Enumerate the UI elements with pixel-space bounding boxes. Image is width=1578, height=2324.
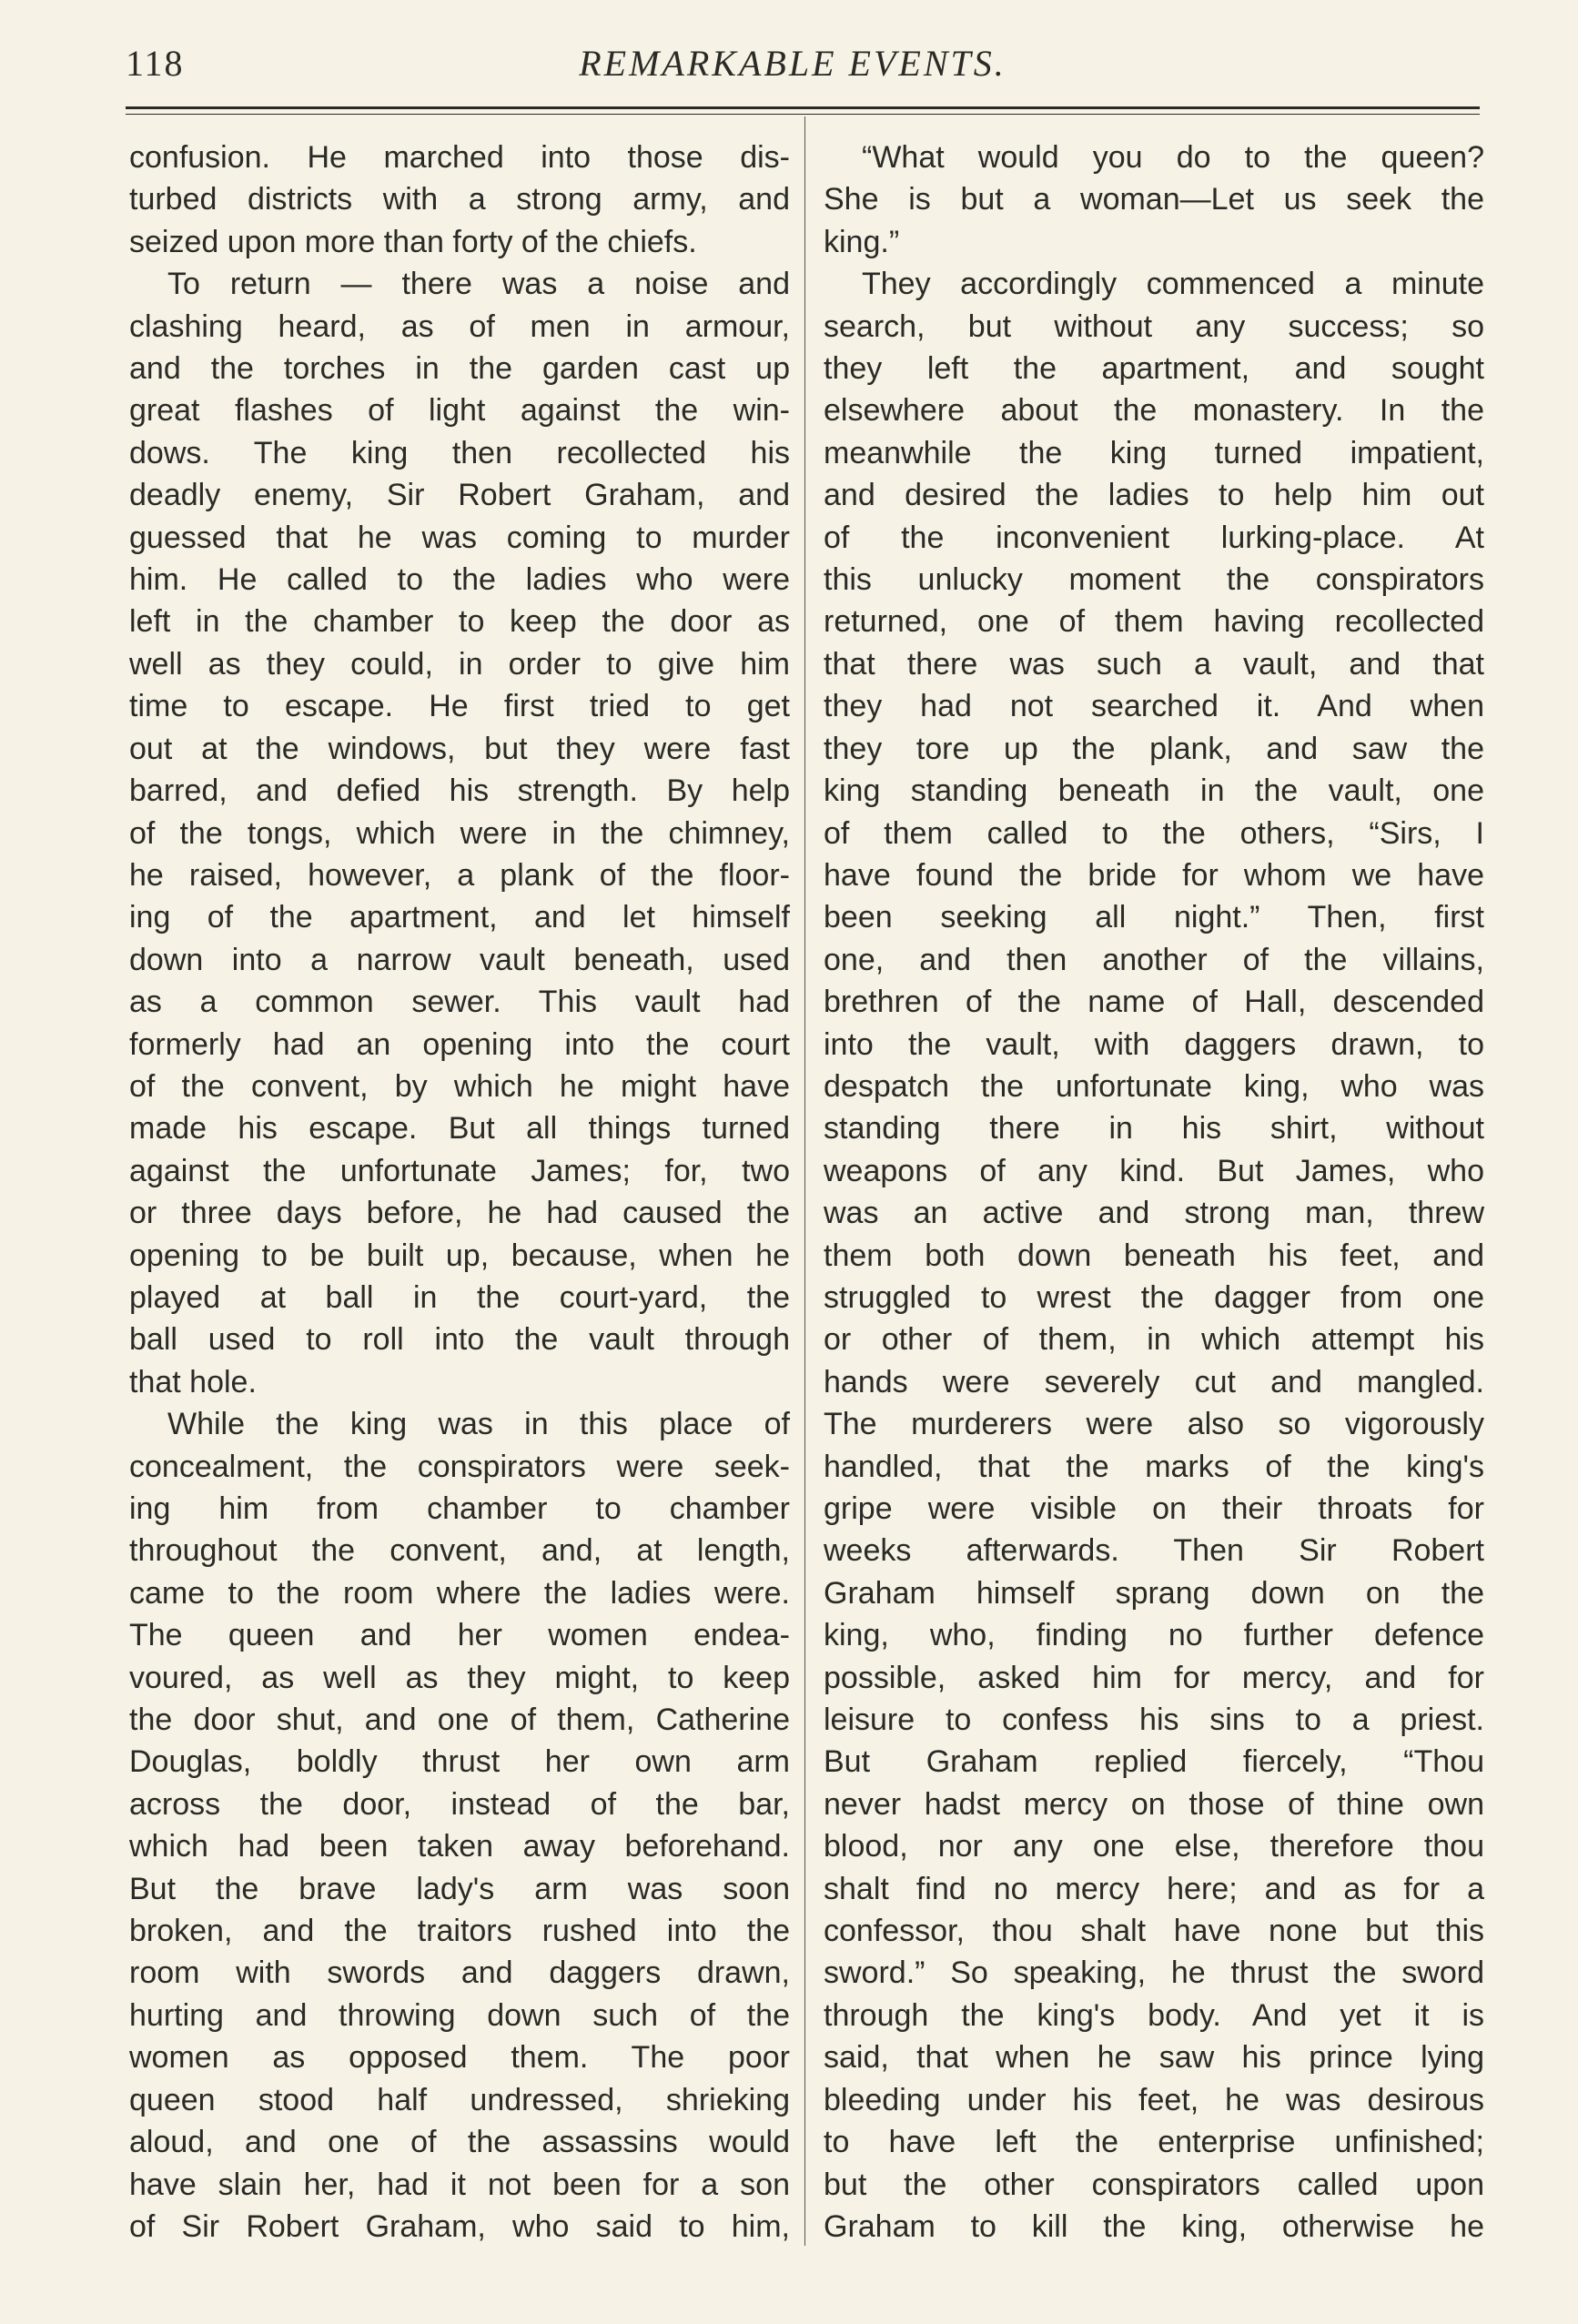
text-line: despatch the unfortunate king, who was xyxy=(824,1068,1484,1104)
text-line: ing him from chamber to chamber xyxy=(129,1491,790,1526)
text-line: confusion. He marched into those dis- xyxy=(129,140,790,175)
text-line: left in the chamber to keep the door as xyxy=(129,604,790,640)
text-line: said, that when he saw his prince lying xyxy=(824,2040,1484,2076)
text-line: down into a narrow vault beneath, used xyxy=(129,942,790,977)
text-line: them both down beneath his feet, and xyxy=(824,1238,1484,1273)
text-line: have found the bride for whom we have xyxy=(824,857,1484,893)
text-line: as a common sewer. This vault had xyxy=(129,985,790,1020)
text-line: room with swords and daggers drawn, xyxy=(129,1955,790,1991)
text-line: have slain her, had it not been for a son xyxy=(129,2167,790,2202)
text-line: across the door, instead of the bar, xyxy=(129,1786,790,1822)
text-line: was an active and strong man, threw xyxy=(824,1196,1484,1231)
text-line: ing of the apartment, and let himself xyxy=(129,900,790,935)
text-line: or other of them, in which attempt his xyxy=(824,1322,1484,1358)
text-line: they tore up the plank, and saw the xyxy=(824,731,1484,766)
text-line: women as opposed them. The poor xyxy=(129,2040,790,2076)
text-line: that hole. xyxy=(129,1364,257,1399)
text-line: came to the room where the ladies were. xyxy=(129,1575,790,1611)
text-line: to have left the enterprise unfinished; xyxy=(824,2125,1484,2160)
text-line: They accordingly commenced a minute xyxy=(862,267,1484,302)
text-line: they left the apartment, and sought xyxy=(824,351,1484,387)
text-line: barred, and defied his strength. By help xyxy=(129,773,790,809)
text-line: well as they could, in order to give him xyxy=(129,646,790,682)
text-line: great flashes of light against the win- xyxy=(129,393,790,429)
text-line: broken, and the traitors rushed into the xyxy=(129,1914,790,1949)
page-number: 118 xyxy=(126,43,185,84)
text-line: The queen and her women endea- xyxy=(129,1618,790,1653)
text-line: and desired the ladies to help him out xyxy=(824,478,1484,513)
text-line: handled, that the marks of the king's xyxy=(824,1449,1484,1484)
text-line: clashing heard, as of men in armour, xyxy=(129,308,790,344)
text-line: never hadst mercy on those of thine own xyxy=(824,1786,1484,1822)
text-line: king.” xyxy=(824,224,900,259)
text-line: aloud, and one of the assassins would xyxy=(129,2125,790,2160)
column-divider xyxy=(804,116,805,2246)
text-line: but the other conspirators called upon xyxy=(824,2167,1484,2202)
text-line: or three days before, he had caused the xyxy=(129,1196,790,1231)
text-line: through the king's body. And yet it is xyxy=(824,1997,1484,2033)
text-line: opening to be built up, because, when he xyxy=(129,1238,790,1273)
text-line: guessed that he was coming to murder xyxy=(129,520,790,555)
text-line: and the torches in the garden cast up xyxy=(129,351,790,387)
text-line: queen stood half undressed, shrieking xyxy=(129,2082,790,2117)
text-line: The murderers were also so vigorously xyxy=(824,1407,1484,1442)
text-line: this unlucky moment the conspirators xyxy=(824,562,1484,598)
text-line: voured, as well as they might, to keep xyxy=(129,1660,790,1695)
text-line: weeks afterwards. Then Sir Robert xyxy=(824,1533,1484,1569)
text-line: of the inconvenient lurking-place. At xyxy=(824,520,1484,555)
text-line: But Graham replied fiercely, “Thou xyxy=(824,1744,1484,1780)
text-line: sword.” So speaking, he thrust the sword xyxy=(824,1955,1484,1991)
text-line: against the unfortunate James; for, two xyxy=(129,1153,790,1188)
text-line: elsewhere about the monastery. In the xyxy=(824,393,1484,429)
text-line: him. He called to the ladies who were xyxy=(129,562,790,598)
text-line: concealment, the conspirators were seek- xyxy=(129,1449,790,1484)
text-line: But the brave lady's arm was soon xyxy=(129,1871,790,1906)
text-line: that there was such a vault, and that xyxy=(824,646,1484,682)
text-line: To return — there was a noise and xyxy=(167,267,790,302)
text-line: She is but a woman—Let us seek the xyxy=(824,182,1484,217)
text-line: out at the windows, but they were fast xyxy=(129,731,790,766)
text-line: of the tongs, which were in the chimney, xyxy=(129,815,790,851)
text-line: played at ball in the court-yard, the xyxy=(129,1279,790,1315)
right-column xyxy=(824,136,1484,2248)
header-rule-thin xyxy=(126,114,1480,115)
text-line: ball used to roll into the vault through xyxy=(129,1322,790,1358)
text-line: into the vault, with daggers drawn, to xyxy=(824,1026,1484,1062)
text-line: turbed districts with a strong army, and xyxy=(129,182,790,217)
text-line: leisure to confess his sins to a priest. xyxy=(824,1703,1484,1738)
text-line: king standing beneath in the vault, one xyxy=(824,773,1484,809)
text-line: seized upon more than forty of the chiefs. xyxy=(129,224,697,259)
text-line: deadly enemy, Sir Robert Graham, and xyxy=(129,478,790,513)
text-line: throughout the convent, and, at length, xyxy=(129,1533,790,1569)
text-line: the door shut, and one of them, Catherine xyxy=(129,1703,790,1738)
text-line: been seeking all night.” Then, first xyxy=(824,900,1484,935)
text-line: standing there in his shirt, without xyxy=(824,1111,1484,1147)
text-line: formerly had an opening into the court xyxy=(129,1026,790,1062)
text-line: search, but without any success; so xyxy=(824,308,1484,344)
text-line: “What would you do to the queen? xyxy=(862,140,1484,175)
text-line: time to escape. He first tried to get xyxy=(129,689,790,724)
page-header xyxy=(126,42,1460,96)
text-line: they had not searched it. And when xyxy=(824,689,1484,724)
text-line: struggled to wrest the dagger from one xyxy=(824,1279,1484,1315)
text-line: weapons of any kind. But James, who xyxy=(824,1153,1484,1188)
text-line: king, who, finding no further defence xyxy=(824,1618,1484,1653)
header-rule xyxy=(126,106,1480,109)
text-line: returned, one of them having recollected xyxy=(824,604,1484,640)
text-line: hands were severely cut and mangled. xyxy=(824,1364,1484,1399)
text-line: possible, asked him for mercy, and for xyxy=(824,1660,1484,1695)
text-line: confessor, thou shalt have none but this xyxy=(824,1914,1484,1949)
running-title: REMARKABLE EVENTS. xyxy=(579,43,1006,84)
text-line: blood, nor any one else, therefore thou xyxy=(824,1829,1484,1864)
text-line: of Sir Robert Graham, who said to him, xyxy=(129,2208,790,2244)
text-line: one, and then another of the villains, xyxy=(824,942,1484,977)
left-column xyxy=(129,136,790,2248)
text-line: hurting and throwing down such of the xyxy=(129,1997,790,2033)
text-line: which had been taken away beforehand. xyxy=(129,1829,790,1864)
text-line: Graham himself sprang down on the xyxy=(824,1575,1484,1611)
text-line: made his escape. But all things turned xyxy=(129,1111,790,1147)
text-line: gripe were visible on their throats for xyxy=(824,1491,1484,1526)
text-line: While the king was in this place of xyxy=(167,1407,790,1442)
text-line: bleeding under his feet, he was desirous xyxy=(824,2082,1484,2117)
text-line: he raised, however, a plank of the floor- xyxy=(129,857,790,893)
text-line: Douglas, boldly thrust her own arm xyxy=(129,1744,790,1780)
text-line: of the convent, by which he might have xyxy=(129,1068,790,1104)
text-line: brethren of the name of Hall, descended xyxy=(824,985,1484,1020)
text-line: Graham to kill the king, otherwise he xyxy=(824,2208,1484,2244)
text-line: of them called to the others, “Sirs, I xyxy=(824,815,1484,851)
text-line: dows. The king then recollected his xyxy=(129,435,790,470)
text-line: shalt find no mercy here; and as for a xyxy=(824,1871,1484,1906)
text-line: meanwhile the king turned impatient, xyxy=(824,435,1484,470)
